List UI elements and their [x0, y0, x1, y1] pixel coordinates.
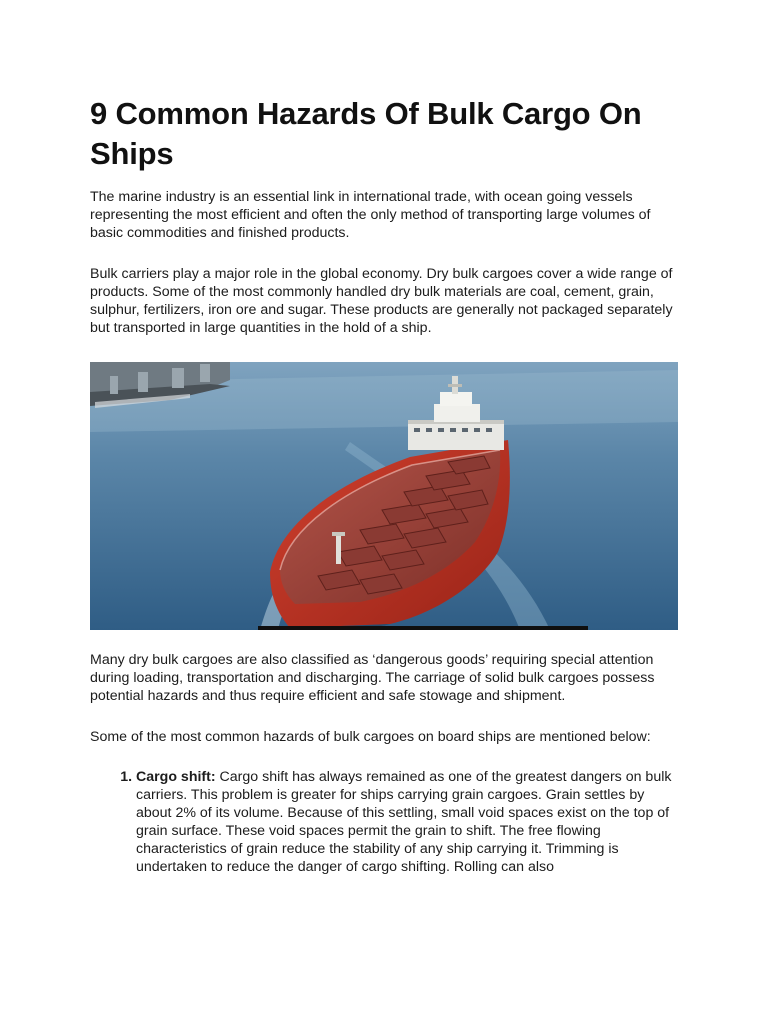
hazards-intro-paragraph: Some of the most common hazards of bulk cargoes on board ships are mentioned below: [90, 729, 651, 745]
intro-paragraph: The marine industry is an essential link in international trade, with ocean going vessels representing the most efficient and often the only method of transporting large volumes of basic commodities and finished products. [90, 189, 651, 241]
bulk-carrier-ship-photo [90, 362, 678, 630]
list-item [136, 768, 680, 876]
hazards-list [90, 768, 680, 876]
hazard-term: Cargo shift: [136, 769, 216, 785]
article-title: 9 Common Hazards Of Bulk Cargo On Ships [90, 96, 642, 171]
article-body [90, 94, 680, 876]
bulk-carriers-paragraph: Bulk carriers play a major role in the global economy. Dry bulk cargoes cover a wide range of products. Some of the most commonly handled dry bulk materials are coal, cement, grain, sulphur, fertilizers, iron ore and sugar. These products are generally not packaged separately but transported in large quantities in the hold of a ship. [90, 266, 673, 336]
hazard-description: Cargo shift has always remained as one of the greatest dangers on bulk carriers. This problem is greater for ships carrying grain cargoes. Grain settles by about 2% of its volume. Because of this settling, small void spaces exist on the top of grain surface. These void spaces permit the grain to shift. The free flowing characteristics of grain reduce the stability of any ship carrying it. Trimming is undertaken to reduce the danger of cargo shifting. Rolling can also [136, 769, 672, 875]
dangerous-goods-paragraph: Many dry bulk cargoes are also classified as ‘dangerous goods’ requiring special attention during loading, transportation and discharging. The carriage of solid bulk cargoes possess potential hazards and thus require efficient and safe stowage and shipment. [90, 652, 655, 704]
